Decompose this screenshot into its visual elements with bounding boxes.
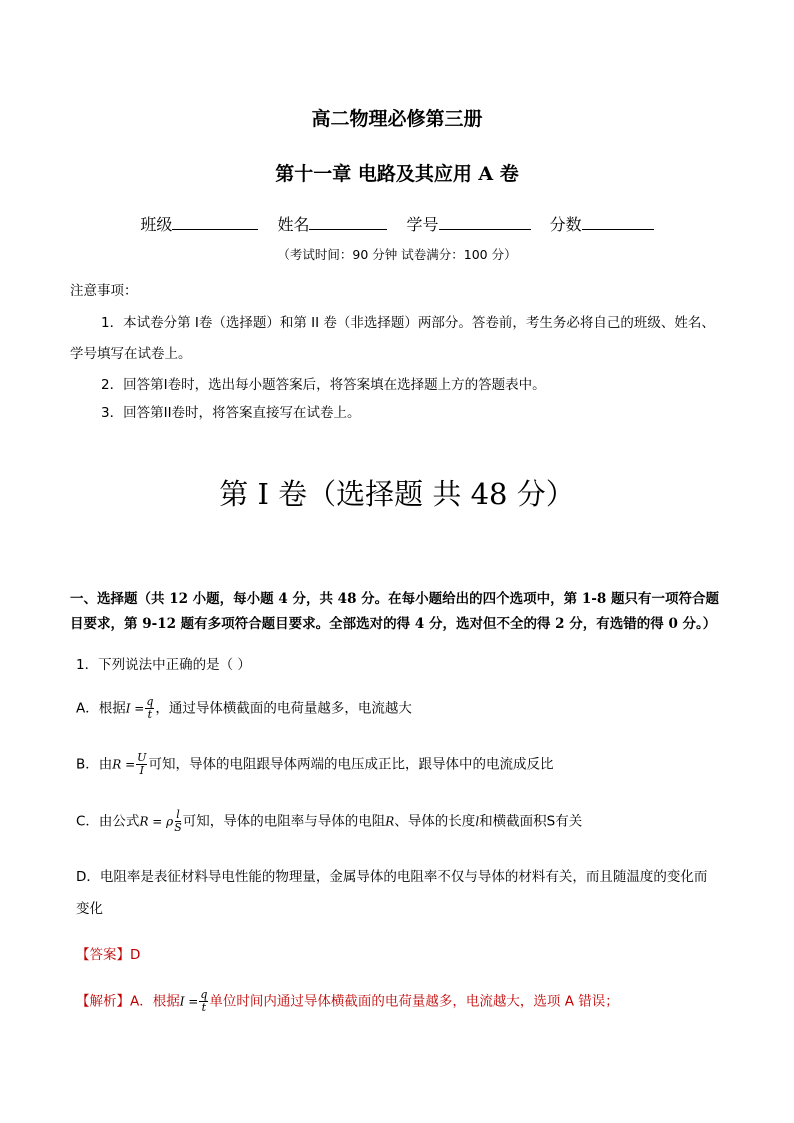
document-title: 高二物理必修第三册 bbox=[311, 108, 483, 130]
chapter-title: 第十一章 电路及其应用 A 卷 bbox=[275, 163, 519, 185]
fraction-u-over-i bbox=[136, 752, 147, 777]
analysis-line bbox=[76, 989, 619, 1014]
formula-i-eq: I = bbox=[125, 701, 145, 716]
option-d: D．电阻率是表征材料导电性能的物理量，金属导体的电阻率不仅与导体的材料有关，而且随温度的变化而 bbox=[76, 869, 708, 885]
option-c bbox=[76, 809, 582, 834]
fraction-denominator: S bbox=[174, 821, 182, 834]
option-d-cont: 变化 bbox=[76, 901, 103, 917]
fraction-denominator: t bbox=[201, 1001, 207, 1014]
option-c-prefix: C．由公式 bbox=[76, 813, 140, 830]
fraction-l-over-s bbox=[174, 809, 182, 834]
class-label: 班级 bbox=[140, 215, 173, 234]
fraction-numerator: U bbox=[137, 751, 147, 764]
note-item-1-cont: 学号填写在试卷上。 bbox=[70, 346, 192, 362]
student-id-label: 学号 bbox=[406, 215, 439, 234]
analysis-prefix: A．根据 bbox=[130, 993, 180, 1010]
formula-i-eq: I = bbox=[179, 994, 199, 1009]
note-item-3: 3．回答第II卷时，将答案直接写在试卷上。 bbox=[101, 405, 361, 421]
fraction-numerator: q bbox=[146, 695, 154, 708]
part-intro-line-1: 一、选择题（共 12 小题，每小题 4 分，共 48 分。在每小题给出的四个选项中，第 1-8 题只有一项符合题 bbox=[70, 591, 719, 607]
analysis-label: 【解析】 bbox=[76, 993, 130, 1010]
fraction-numerator: q bbox=[200, 988, 208, 1001]
student-id-blank[interactable] bbox=[439, 215, 531, 230]
option-c-text-1: 可知，导体的电阻率与导体的电阻 bbox=[182, 813, 386, 830]
fraction-q-over-t bbox=[199, 989, 208, 1014]
score-label: 分数 bbox=[549, 215, 582, 234]
part-intro-line-2: 目要求，第 9-12 题有多项符合题目要求。全部选对的得 4 分，选对但不全的得 2 分，有选错的得 0 分。） bbox=[70, 616, 717, 632]
formula-r-rho: R = ρ bbox=[139, 814, 174, 829]
note-item-1: 1．本试卷分第 I卷（选择题）和第 II 卷（非选择题）两部分。答卷前，考生务必将自己的班级、姓名、 bbox=[101, 315, 715, 331]
analysis-text: 单位时间内通过导体横截面的电荷量越多，电流越大，选项 A 错误； bbox=[209, 993, 619, 1010]
note-item-2: 2．回答第I卷时，选出每小题答案后，将答案填在选择题上方的答题表中。 bbox=[101, 377, 546, 393]
question-stem: 1．下列说法中正确的是（ ） bbox=[76, 657, 251, 673]
exam-time-note: （考试时间：90 分钟 试卷满分：100 分） bbox=[277, 247, 517, 262]
option-c-text-2: 、导体的长度 bbox=[394, 813, 476, 830]
student-info-row bbox=[0, 212, 794, 235]
fraction-denominator: I bbox=[139, 764, 144, 777]
answer-label: 【答案】 bbox=[76, 947, 130, 963]
option-b-text: 可知，导体的电阻跟导体两端的电压成正比，跟导体中的电流成反比 bbox=[148, 756, 554, 773]
notes-heading: 注意事项： bbox=[70, 283, 138, 299]
fraction-q-over-t bbox=[145, 696, 154, 721]
variable-r: R bbox=[385, 814, 395, 829]
option-c-text-3: 和横截面积S有关 bbox=[479, 813, 583, 830]
formula-r-eq: R = bbox=[112, 757, 136, 772]
option-a-text: ，通过导体横截面的电荷量越多，电流越大 bbox=[155, 700, 412, 717]
name-label: 姓名 bbox=[277, 215, 310, 234]
fraction-denominator: t bbox=[147, 708, 153, 721]
option-a bbox=[76, 696, 412, 721]
answer-line bbox=[76, 943, 140, 963]
class-blank[interactable] bbox=[172, 215, 258, 230]
option-a-prefix: A．根据 bbox=[76, 700, 126, 717]
name-blank[interactable] bbox=[309, 215, 387, 230]
option-b bbox=[76, 752, 553, 777]
fraction-numerator: l bbox=[176, 808, 180, 821]
section-title: 第 I 卷（选择题 共 48 分） bbox=[219, 477, 575, 511]
variable-l: l bbox=[475, 814, 480, 829]
score-blank[interactable] bbox=[582, 215, 654, 230]
answer-value: D bbox=[130, 947, 141, 963]
option-b-prefix: B．由 bbox=[76, 756, 113, 773]
